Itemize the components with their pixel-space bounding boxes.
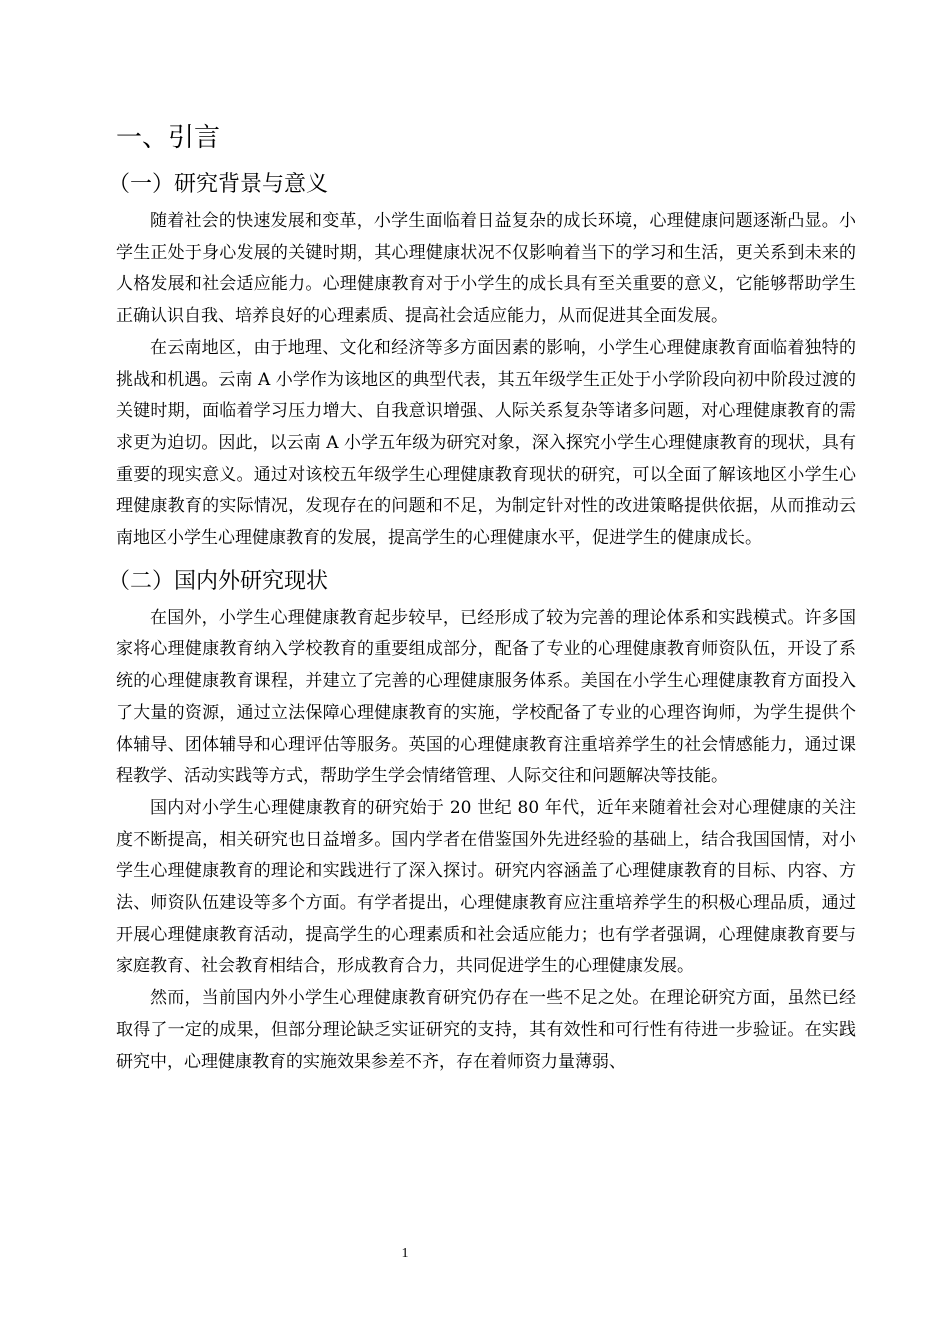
section-heading-research-status: （二）国内外研究现状 (108, 568, 329, 594)
paragraph: 国内对小学生心理健康教育的研究始于 20 世纪 80 年代，近年来随着社会对心理健康的关注度不断提高，相关研究也日益增多。国内学者在借鉴国外先进经验的基础上，结合我国国情，对小学生心理健康教育的理论和实践进行了深入探讨。研究内容涵盖了心理健康教育的目标、内容、方法、师资队伍建设等多个方面。有学者提出，心理健康教育应注重培养学生的积极心理品质，通过开展心理健康教育活动，提高学生的心理素质和社会适应能力；也有学者强调，心理健康教育要与家庭教育、社会教育相结合，形成教育合力，共同促进学生的心理健康发展。 (116, 797, 856, 977)
page-number: 1 (401, 1246, 409, 1261)
document-body (108, 118, 856, 1078)
chapter-heading: 一、引言 (116, 123, 221, 153)
paragraph: 在国外，小学生心理健康教育起步较早，已经形成了较为完善的理论体系和实践模式。许多国家将心理健康教育纳入学校教育的重要组成部分，配备了专业的心理健康教育师资队伍，开设了系统的心理健康教育课程，并建立了完善的心理健康服务体系。美国在小学生心理健康教育方面投入了大量的资源，通过立法保障心理健康教育的实施，学校配备了专业的心理咨询师，为学生提供个体辅导、团体辅导和心理评估等服务。英国的心理健康教育注重培养学生的社会情感能力，通过课程教学、活动实践等方式，帮助学生学会情绪管理、人际交往和问题解决等技能。 (116, 607, 856, 787)
section-heading-background: （一）研究背景与意义 (108, 172, 329, 197)
paragraph: 随着社会的快速发展和变革，小学生面临着日益复杂的成长环境，心理健康问题逐渐凸显。小学生正处于身心发展的关键时期，其心理健康状况不仅影响着当下的学习和生活，更关系到未来的人格发展和社会适应能力。心理健康教育对于小学生的成长具有至关重要的意义，它能够帮助学生正确认识自我、培养良好的心理素质、提高社会适应能力，从而促进其全面发展。 (116, 211, 856, 327)
paragraph: 在云南地区，由于地理、文化和经济等多方面因素的影响，小学生心理健康教育面临着独特的挑战和机遇。云南 A 小学作为该地区的典型代表，其五年级学生正处于小学阶段向初中阶段过渡的关键时期，面临着学习压力增大、自我意识增强、人际关系复杂等诸多问题，对心理健康教育的需求更为迫切。因此，以云南 A 小学五年级为研究对象，深入探究小学生心理健康教育的现状，具有重要的现实意义。通过对该校五年级学生心理健康教育现状的研究，可以全面了解该地区小学生心理健康教育的实际情况，发现存在的问题和不足，为制定针对性的改进策略提供依据，从而推动云南地区小学生心理健康教育的发展，提高学生的心理健康水平，促进学生的健康成长。 (116, 337, 856, 549)
paragraph: 然而，当前国内外小学生心理健康教育研究仍存在一些不足之处。在理论研究方面，虽然已经取得了一定的成果，但部分理论缺乏实证研究的支持，其有效性和可行性有待进一步验证。在实践研究中，心理健康教育的实施效果参差不齐，存在着师资力量薄弱、 (116, 988, 856, 1072)
